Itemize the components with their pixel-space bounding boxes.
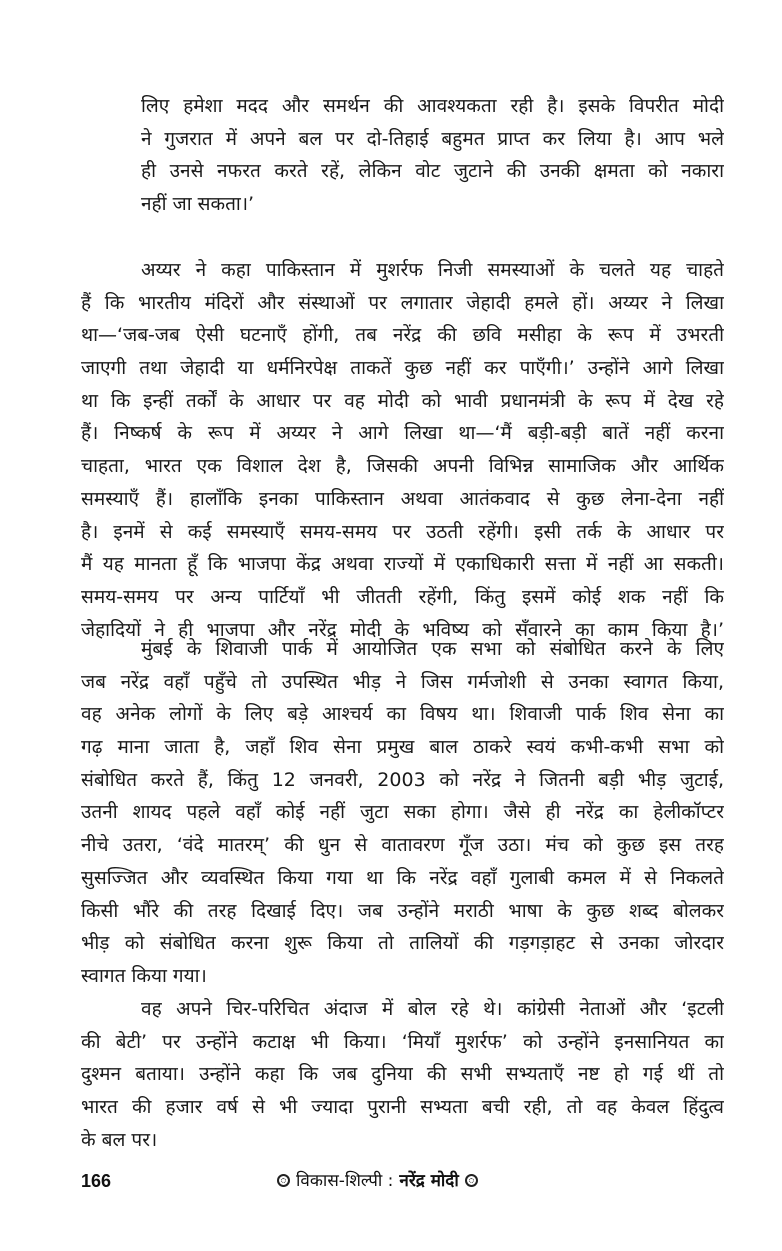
paragraph-line: चाहता, भारत एक विशाल देश है, जिसकी अपनी विभिन्न सामाजिक और आर्थिक <box>81 455 724 478</box>
paragraph-line: उतनी शायद पहले वहाँ कोई नहीं जुटा सका होगा। जैसे ही नरेंद्र का हेलीकॉप्टर <box>81 801 724 824</box>
paragraph-line: वह अपने चिर-परिचित अंदाज में बोल रहे थे। कांग्रेसी नेताओं और ‘इटली <box>141 998 724 1020</box>
paragraph-line: किसी भौंरे की तरह दिखाई दिए। जब उन्होंने मराठी भाषा के कुछ शब्द बोलकर <box>81 899 724 922</box>
book-title-name: नरेंद्र मोदी <box>399 1171 459 1191</box>
paragraph-line: की बेटी’ पर उन्होंने कटाक्ष भी किया। ‘मियाँ मुशर्रफ’ को उन्होंने इनसानियत का <box>81 1030 724 1053</box>
paragraph-line: नीचे उतरा, ‘वंदे मातरम्’ की धुन से वातावरण गूँज उठा। मंच को कुछ इस तरह <box>81 834 724 857</box>
quote-line: लिए हमेशा मदद और समर्थन की आवश्यकता रही है। इसके विपरीत मोदी <box>141 95 724 117</box>
paragraph-line: जेहादियों ने ही भाजपा और नरेंद्र मोदी के भविष्य को सँवारने का काम किया है।’ <box>81 618 724 641</box>
paragraph-line: मुंबई के शिवाजी पार्क में आयोजित एक सभा को संबोधित करने के लिए <box>141 638 724 660</box>
page-number: 166 <box>81 1171 112 1191</box>
paragraph-line: दुश्मन बताया। उन्होंने कहा कि जब दुनिया की सभी सभ्यताएँ नष्ट हो गई थीं तो <box>81 1063 724 1086</box>
paragraph-line: हैं कि भारतीय मंदिरों और संस्थाओं पर लगातार जेहादी हमले हों। अय्यर ने लिखा <box>81 291 724 314</box>
paragraph-line: भारत की हजार वर्ष से भी ज्यादा पुरानी सभ्यता बची रही, तो वह केवल हिंदुत्व <box>81 1096 724 1119</box>
quote-line: ने गुजरात में अपने बल पर दो-तिहाई बहुमत प्राप्त कर लिया है। आप भले <box>141 127 724 150</box>
book-title-prefix: विकास-शिल्पी : <box>296 1171 394 1191</box>
quote-block <box>141 90 724 221</box>
paragraph-line: समय-समय पर अन्य पार्टियाँ भी जीतती रहेंगी, किंतु इसमें कोई शक नहीं कि <box>81 585 724 608</box>
paragraph-line: अय्यर ने कहा पाकिस्तान में मुशर्रफ निजी समस्याओं के चलते यह चाहते <box>141 259 724 281</box>
paragraph-line: संबोधित करते हैं, किंतु 12 जनवरी, 2003 को नरेंद्र ने जितनी बड़ी भीड़ जुटाई, <box>81 768 724 791</box>
paragraph-line: था—‘जब-जब ऐसी घटनाएँ होंगी, तब नरेंद्र की छवि मसीहा के रूप में उभरती <box>81 324 724 347</box>
paragraph-line: समस्याएँ हैं। हालाँकि इनका पाकिस्तान अथवा आतंकवाद से कुछ लेना-देना नहीं <box>81 487 724 510</box>
quote-line: ही उनसे नफरत करते रहें, लेकिन वोट जुटाने की उनकी क्षमता को नकारा <box>141 160 724 183</box>
page-footer <box>81 1166 724 1196</box>
flower-icon <box>277 1174 290 1187</box>
flower-icon <box>465 1174 478 1187</box>
paragraph-line: हैं। निष्कर्ष के रूप में अय्यर ने आगे लिखा था—‘मैं बड़ी-बड़ी बातें नहीं करना <box>81 422 724 445</box>
paragraph-line: भीड़ को संबोधित करना शुरू किया तो तालियों की गड़गड़ाहट से उनका जोरदार <box>81 932 724 955</box>
running-title <box>277 1166 478 1196</box>
paragraph-line: जाएगी तथा जेहादी या धर्मनिरपेक्ष ताकतें कुछ नहीं कर पाएँगी।’ उन्होंने आगे लिखा <box>81 357 724 380</box>
paragraph-line: के बल पर। <box>81 1128 158 1151</box>
paragraph <box>81 254 724 646</box>
paragraph-line: गढ़ माना जाता है, जहाँ शिव सेना प्रमुख बाल ठाकरे स्वयं कभी-कभी सभा को <box>81 736 724 759</box>
paragraph-line: सुसज्जित और व्यवस्थित किया गया था कि नरेंद्र वहाँ गुलाबी कमल में से निकलते <box>81 866 724 889</box>
paragraph-line: मैं यह मानता हूँ कि भाजपा केंद्र अथवा राज्यों में एकाधिकारी सत्ता में नहीं आ सकती। <box>81 553 724 576</box>
paragraph-line: था कि इन्हीं तर्कों के आधार पर वह मोदी को भावी प्रधानमंत्री के रूप में देख रहे <box>81 389 724 412</box>
paragraph <box>81 993 724 1156</box>
paragraph-line: वह अनेक लोगों के लिए बड़े आश्चर्य का विषय था। शिवाजी पार्क शिव सेना का <box>81 703 724 726</box>
paragraph-line: है। इनमें से कई समस्याएँ समय-समय पर उठती रहेंगी। इसी तर्क के आधार पर <box>81 520 724 543</box>
quote-line: नहीं जा सकता।’ <box>141 193 255 216</box>
paragraph-line: स्वागत किया गया। <box>81 964 207 987</box>
paragraph-line: जब नरेंद्र वहाँ पहुँचे तो उपस्थित भीड़ ने जिस गर्मजोशी से उनका स्वागत किया, <box>81 670 724 693</box>
paragraph <box>81 633 724 993</box>
